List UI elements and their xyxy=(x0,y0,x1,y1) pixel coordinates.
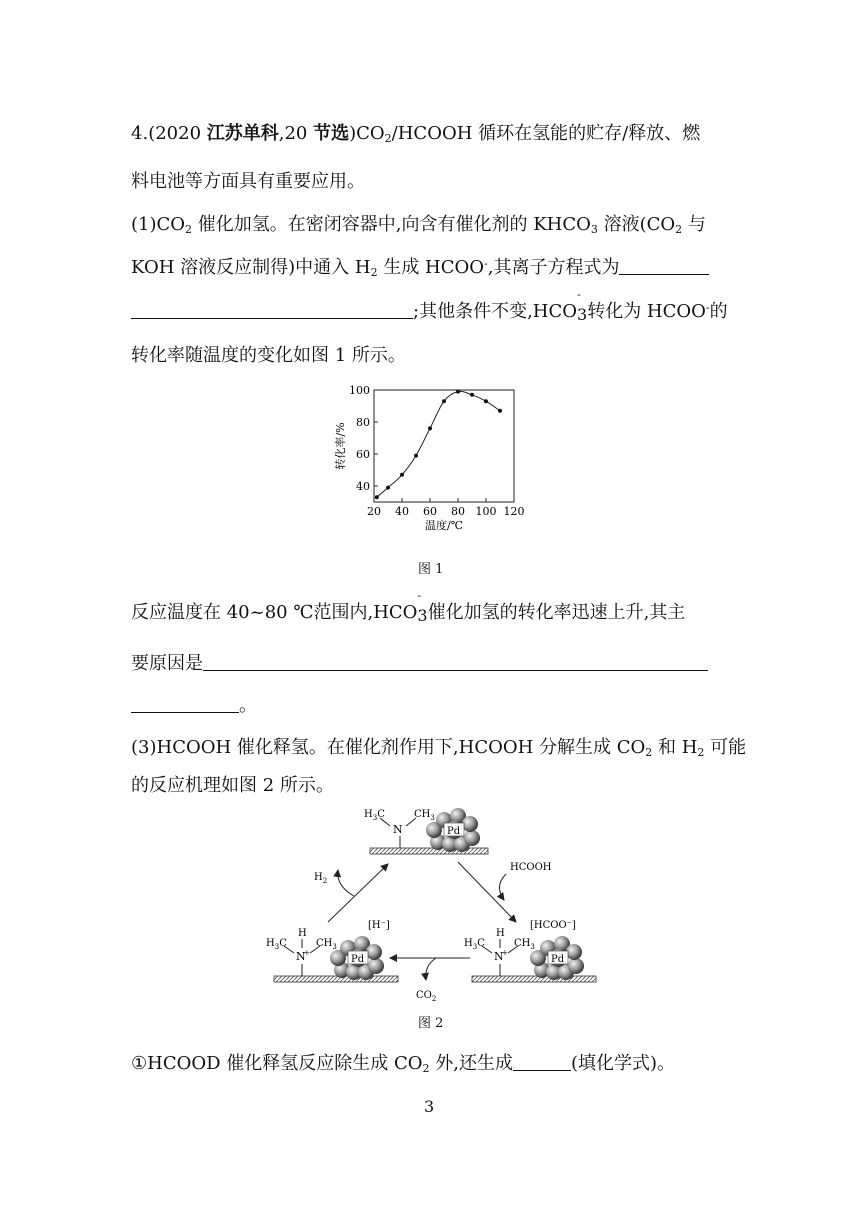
pd-cluster-right xyxy=(530,936,584,980)
svg-text:H3C: $H_3C$ xyxy=(364,809,385,822)
svg-text:N: N xyxy=(296,950,306,963)
answer-blank-1b[interactable] xyxy=(131,300,413,319)
svg-text:+: + xyxy=(502,949,508,957)
data-point xyxy=(400,473,404,477)
answer-blank-2b[interactable] xyxy=(131,694,239,713)
svg-text:H: H xyxy=(298,928,307,939)
part1-line-7: 。 xyxy=(131,694,257,718)
svg-text:HCOOH: HCOOH xyxy=(510,862,552,873)
x-tick-label: 60 xyxy=(423,505,437,518)
part1-line-2: KOH 溶液反应制得)中通入 $H_2$ 生成 HCOO-,其离子方程式为 xyxy=(131,256,709,280)
arrow-co2-release xyxy=(426,958,436,980)
svg-text:H: H xyxy=(496,928,505,939)
svg-text:H3C: $H_3C$ xyxy=(464,938,485,951)
svg-text:CH3: $CH_3$ xyxy=(514,938,535,951)
svg-text:CH3: $CH_3$ xyxy=(414,809,435,822)
y-axis-label: 转化率/% xyxy=(334,422,347,470)
data-point xyxy=(386,486,390,490)
question-line-1: 4.(2020 江苏单科,20 节选)$CO_2$/HCOOH 循环在氢能的贮存/释放、燃 xyxy=(131,123,701,145)
top-catalyst-unit xyxy=(364,808,488,854)
conversion-rate-chart xyxy=(326,380,546,540)
y-tick-label: 80 xyxy=(356,416,370,429)
data-point xyxy=(484,399,488,403)
x-tick-label: 120 xyxy=(503,505,525,518)
y-tick-label: 40 xyxy=(356,480,370,493)
answer-blank-2a[interactable] xyxy=(203,652,708,671)
svg-text:H3C: $H_3C$ xyxy=(266,938,287,951)
svg-text:+: + xyxy=(304,949,310,957)
arrow-top-to-right xyxy=(458,862,516,922)
arrow-left-to-top xyxy=(328,864,388,922)
plot-frame xyxy=(374,390,514,502)
svg-text:Pd: Pd xyxy=(551,954,565,965)
source-type: 节选 xyxy=(313,123,350,144)
right-catalyst-unit xyxy=(464,920,596,982)
conversion-curve xyxy=(377,391,500,497)
part3-line-1: (3)HCOOH 催化释氢。在催化剂作用下,HCOOH 分解生成 $CO_2$ 和 $H_2$ 可能 xyxy=(131,737,747,759)
question-line-2: 料电池等方面具有重要应用。 xyxy=(131,171,365,192)
x-tick-label: 20 xyxy=(367,505,381,518)
page-number: 3 xyxy=(424,1097,435,1116)
svg-text:Pd: Pd xyxy=(351,954,365,965)
svg-text:CO2: $CO_2$ xyxy=(416,990,437,1003)
svg-text:N: N xyxy=(494,950,504,963)
figure-1-caption: 图 1 xyxy=(418,562,444,577)
source-region: 江苏单科 xyxy=(206,123,279,144)
x-tick-label: 80 xyxy=(451,505,465,518)
reaction-mechanism-diagram xyxy=(266,800,606,1010)
data-point xyxy=(375,495,379,499)
part1-line-5: 反应温度在 40~80 ℃范围内$,HCO_3$ - 催化加氢的转化率迅速上升,其主 xyxy=(131,589,686,625)
svg-text:[H⁻]: [H⁻] xyxy=(368,920,390,931)
data-point xyxy=(456,390,460,394)
part1-line-1: $(1)CO_2$ 催化加氢。在密闭容器中,向含有催化剂的 $KHCO_3$ 溶液($CO_2$ 与 xyxy=(131,214,706,236)
left-catalyst-unit xyxy=(266,920,398,982)
data-point xyxy=(498,409,502,413)
data-point xyxy=(414,454,418,458)
data-point xyxy=(442,399,446,403)
figure-2-caption: 图 2 xyxy=(418,1016,444,1031)
data-point xyxy=(470,393,474,397)
y-tick-label: 100 xyxy=(349,384,370,397)
svg-text:H2: $H_2$ xyxy=(314,872,328,885)
pd-cluster-left xyxy=(330,936,384,980)
arrow-h2-release xyxy=(338,870,354,896)
x-tick-label: 40 xyxy=(395,505,409,518)
svg-text:[HCOO⁻]: [HCOO⁻] xyxy=(530,920,576,931)
svg-text:N: N xyxy=(393,823,403,836)
part1-line-6: 要原因是 xyxy=(131,652,708,676)
data-point xyxy=(428,426,432,430)
answer-blank-1a[interactable] xyxy=(619,256,709,275)
arrow-hcooh-input xyxy=(499,874,506,900)
part1-line-3: ;其他条件不变$,HCO_3$ - 转化为 HCOO-的 xyxy=(131,300,728,324)
x-tick-label: 100 xyxy=(475,505,497,518)
part1-line-4: 转化率随温度的变化如图 1 所示。 xyxy=(131,345,406,366)
answer-blank-3[interactable] xyxy=(513,1052,571,1071)
part3-line-3: ①HCOOD 催化释氢反应除生成 $CO_2$ 外,还生成 (填化学式)。 xyxy=(131,1053,676,1075)
svg-text:Pd: Pd xyxy=(447,826,461,837)
svg-text:CH3: $CH_3$ xyxy=(316,938,337,951)
x-axis-label: 温度/℃ xyxy=(424,519,464,532)
y-tick-label: 60 xyxy=(356,448,370,461)
part3-line-2: 的反应机理如图 2 所示。 xyxy=(131,775,334,796)
